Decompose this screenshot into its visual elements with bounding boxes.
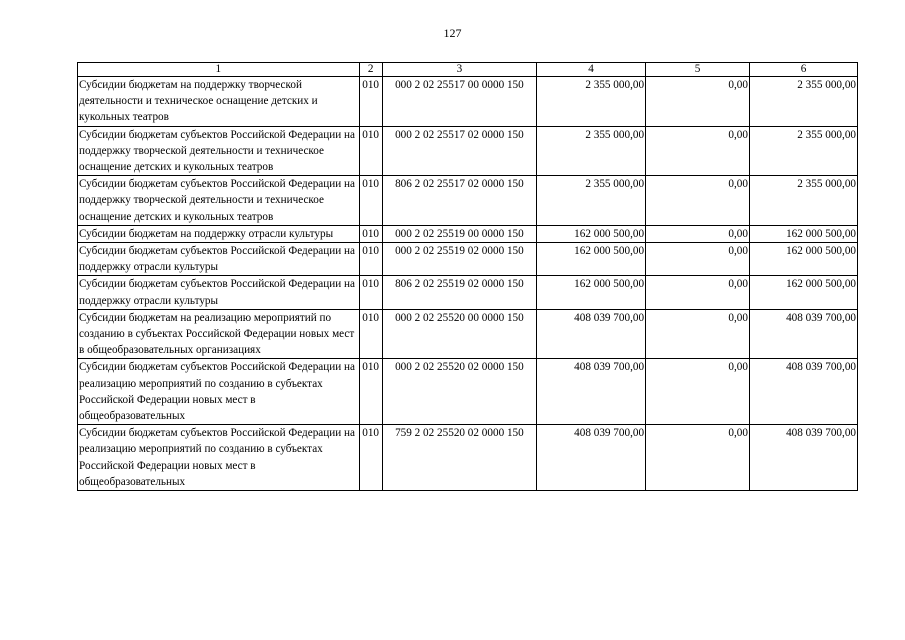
row-name: Субсидии бюджетам субъектов Российской Федерации на реализацию мероприятий по созданию в субъектах Российской Федерации новых мест в общеобразовательных — [78, 359, 360, 425]
row-value-col-4: 162 000 500,00 — [537, 276, 646, 309]
row-budget-code: 000 2 02 25517 00 0000 150 — [382, 77, 536, 127]
table-row — [78, 243, 858, 276]
table-row — [78, 225, 858, 242]
row-admin-code: 010 — [359, 309, 382, 359]
row-admin-code: 010 — [359, 425, 382, 491]
header-col-1: 1 — [78, 63, 360, 77]
table-header — [78, 63, 858, 77]
row-admin-code: 010 — [359, 276, 382, 309]
row-value-col-4: 162 000 500,00 — [537, 225, 646, 242]
row-budget-code: 000 2 02 25520 00 0000 150 — [382, 309, 536, 359]
row-value-col-4: 408 039 700,00 — [537, 425, 646, 491]
budget-table — [77, 62, 858, 491]
page-number: 127 — [443, 26, 462, 40]
header-col-3: 3 — [382, 63, 536, 77]
row-value-col-5: 0,00 — [646, 359, 750, 425]
row-value-col-4: 2 355 000,00 — [537, 126, 646, 176]
row-value-col-6: 2 355 000,00 — [749, 176, 857, 226]
table-row — [78, 309, 858, 359]
row-value-col-5: 0,00 — [646, 243, 750, 276]
row-budget-code: 000 2 02 25517 02 0000 150 — [382, 126, 536, 176]
row-value-col-4: 162 000 500,00 — [537, 243, 646, 276]
row-name: Субсидии бюджетам субъектов Российской Федерации на поддержку отрасли культуры — [78, 276, 360, 309]
row-value-col-5: 0,00 — [646, 276, 750, 309]
row-value-col-6: 2 355 000,00 — [749, 126, 857, 176]
row-value-col-5: 0,00 — [646, 126, 750, 176]
row-budget-code: 806 2 02 25517 02 0000 150 — [382, 176, 536, 226]
row-value-col-6: 162 000 500,00 — [749, 243, 857, 276]
row-budget-code: 806 2 02 25519 02 0000 150 — [382, 276, 536, 309]
table-row — [78, 126, 858, 176]
row-value-col-6: 162 000 500,00 — [749, 225, 857, 242]
row-value-col-5: 0,00 — [646, 176, 750, 226]
table-row — [78, 425, 858, 491]
row-value-col-6: 408 039 700,00 — [749, 359, 857, 425]
row-value-col-6: 408 039 700,00 — [749, 309, 857, 359]
row-admin-code: 010 — [359, 126, 382, 176]
row-admin-code: 010 — [359, 359, 382, 425]
row-value-col-6: 162 000 500,00 — [749, 276, 857, 309]
header-col-5: 5 — [646, 63, 750, 77]
table-row — [78, 359, 858, 425]
row-value-col-6: 2 355 000,00 — [749, 77, 857, 127]
row-budget-code: 000 2 02 25519 00 0000 150 — [382, 225, 536, 242]
row-budget-code: 000 2 02 25519 02 0000 150 — [382, 243, 536, 276]
row-budget-code: 759 2 02 25520 02 0000 150 — [382, 425, 536, 491]
row-value-col-5: 0,00 — [646, 425, 750, 491]
row-admin-code: 010 — [359, 243, 382, 276]
row-name: Субсидии бюджетам субъектов Российской Федерации на поддержку творческой деятельности и техническое оснащение детских и кукольных театров — [78, 126, 360, 176]
row-name: Субсидии бюджетам субъектов Российской Федерации на поддержку отрасли культуры — [78, 243, 360, 276]
table-row — [78, 176, 858, 226]
row-name: Субсидии бюджетам субъектов Российской Федерации на поддержку творческой деятельности и техническое оснащение детских и кукольных театров — [78, 176, 360, 226]
table-body — [78, 77, 858, 491]
table-row — [78, 77, 858, 127]
row-value-col-6: 408 039 700,00 — [749, 425, 857, 491]
row-name: Субсидии бюджетам на реализацию мероприятий по созданию в субъектах Российской Федерации новых мест в общеобразовательных организациях — [78, 309, 360, 359]
row-value-col-4: 2 355 000,00 — [537, 77, 646, 127]
header-col-4: 4 — [537, 63, 646, 77]
header-col-2: 2 — [359, 63, 382, 77]
row-admin-code: 010 — [359, 225, 382, 242]
row-budget-code: 000 2 02 25520 02 0000 150 — [382, 359, 536, 425]
row-value-col-4: 408 039 700,00 — [537, 359, 646, 425]
row-admin-code: 010 — [359, 176, 382, 226]
row-name: Субсидии бюджетам на поддержку творческой деятельности и техническое оснащение детских и кукольных театров — [78, 77, 360, 127]
row-admin-code: 010 — [359, 77, 382, 127]
header-row — [78, 63, 858, 77]
header-col-6: 6 — [749, 63, 857, 77]
row-value-col-4: 408 039 700,00 — [537, 309, 646, 359]
row-name: Субсидии бюджетам субъектов Российской Федерации на реализацию мероприятий по созданию в субъектах Российской Федерации новых мест в общеобразовательных — [78, 425, 360, 491]
row-name: Субсидии бюджетам на поддержку отрасли культуры — [78, 225, 360, 242]
row-value-col-5: 0,00 — [646, 309, 750, 359]
table-row — [78, 276, 858, 309]
row-value-col-5: 0,00 — [646, 77, 750, 127]
row-value-col-5: 0,00 — [646, 225, 750, 242]
row-value-col-4: 2 355 000,00 — [537, 176, 646, 226]
